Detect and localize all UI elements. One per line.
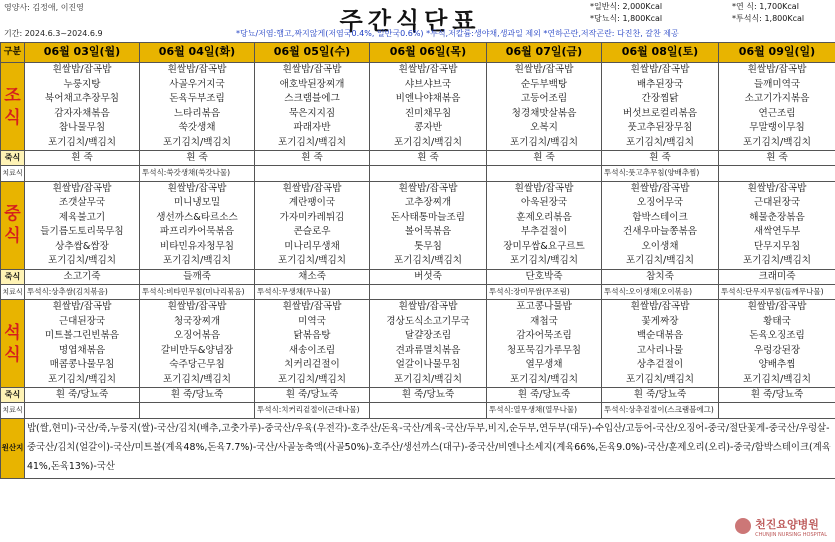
menu-item: 포기김치/백김치 — [47, 255, 117, 267]
menu-item: 미나리무생채 — [284, 240, 340, 252]
menu-cell — [487, 181, 602, 269]
menu-item: 청국장찌개 — [173, 315, 221, 327]
porridge-cell: 버섯죽 — [370, 269, 487, 284]
menu-item: 명엽채볶음 — [58, 344, 106, 356]
porridge-cell: 채소죽 — [255, 269, 370, 284]
menu-item: 계란팽이국 — [288, 197, 336, 209]
menu-item: 달걀장조림 — [404, 330, 452, 342]
dinner-porridge-row — [1, 388, 835, 403]
menu-item: 돈사태통마늘조림 — [390, 211, 466, 223]
porridge-cell: 흰 죽 — [255, 151, 370, 166]
day-header: 06월 08일(토) — [602, 43, 719, 63]
menu-cell — [719, 63, 835, 151]
dialysis-cell — [487, 166, 602, 181]
menu-item: 흰쌀밥/잡곡밥 — [747, 182, 807, 194]
dialysis-cell: 투석식:치커리겉절이(근대나물) — [255, 403, 370, 418]
weekly-menu-table — [0, 42, 835, 479]
dialysis-cell — [370, 403, 487, 418]
menu-item: 오이생채 — [641, 240, 679, 252]
menu-cell — [602, 181, 719, 269]
menu-item: 스크램블에그 — [284, 93, 340, 104]
menu-item: 순두부백탕 — [520, 78, 568, 90]
menu-item: 흰쌀밥/잡곡밥 — [167, 182, 227, 194]
breakfast-label-char: 식 — [4, 107, 21, 128]
breakfast-dialysis-row — [1, 166, 835, 181]
menu-item: 포기김치/백김치 — [162, 373, 232, 385]
dialysis-cell: 투석식:상추쌈(김치볶음) — [25, 284, 140, 299]
menu-cell — [719, 300, 835, 388]
calorie-soft: *연 식: 1,700Kcal — [732, 2, 799, 11]
dinner-row — [1, 300, 835, 388]
menu-item: 연근조림 — [758, 107, 796, 119]
logo-name: 천진요양병원 — [755, 518, 819, 531]
porridge-cell: 흰 죽/당뇨죽 — [140, 388, 255, 403]
menu-item: 흰쌀밥/잡곡밥 — [282, 182, 342, 194]
menu-item: 흰쌀밥/잡곡밥 — [630, 64, 690, 75]
menu-item: 느타리볶음 — [173, 107, 221, 119]
menu-item: 숙주당근무침 — [169, 359, 225, 371]
lunch-label — [1, 181, 25, 269]
menu-item: 조갯살무국 — [58, 197, 106, 209]
menu-item: 돈육두부조림 — [169, 93, 225, 104]
porridge-cell: 흰 죽 — [25, 151, 140, 166]
dialysis-cell: 투석식:장미무쌈(무조림) — [487, 284, 602, 299]
dialysis-cell: 투석식:상추겉절이(스크램블에그) — [602, 403, 719, 418]
dinner-dialysis-row — [1, 403, 835, 418]
dialysis-cell: 투석식:오이생채(오이볶음) — [602, 284, 719, 299]
diet-note: *당뇨/저염:햄고,짜지않게(저염국0.4%, 일반국0.6%) *투석,저칼륨:생야채,생과일 제외 *연하곤란,저작곤란: 다진찬, 갈찬 제공 — [236, 29, 679, 38]
menu-item: 포기김치/백김치 — [393, 136, 463, 148]
dialysis-cell: 투석식:열무생채(열무나물) — [487, 403, 602, 418]
dialysis-cell: 투석식:무생채(무나물) — [255, 284, 370, 299]
menu-item: 흰쌀밥/잡곡밥 — [398, 64, 458, 75]
menu-item: 청포묵김가루무침 — [506, 344, 582, 356]
menu-item: 포기김치/백김치 — [625, 255, 695, 267]
menu-item: 건새우마늘쫑볶음 — [622, 226, 698, 238]
menu-item: 버섯브로컬리볶음 — [622, 107, 698, 119]
menu-item: 비타민유자청무침 — [159, 240, 235, 252]
nutritionist-names: 영양사: 김정애, 이진영 — [4, 3, 84, 12]
menu-item: 포기김치/백김치 — [393, 373, 463, 385]
porridge-cell: 단호박죽 — [487, 269, 602, 284]
menu-item: 누룽지탕 — [63, 78, 101, 90]
porridge-cell: 흰 죽/당뇨죽 — [370, 388, 487, 403]
menu-item: 흰쌀밥/잡곡밥 — [747, 64, 807, 75]
menu-item: 포기김치/백김치 — [509, 255, 579, 267]
calorie-diabetic: *당뇨식: 1,800Kcal — [590, 14, 663, 23]
dialysis-cell: 투석식:풋고추무침(양배추찜) — [602, 166, 719, 181]
menu-item: 샤브샤브국 — [404, 78, 452, 90]
dialysis-cell — [370, 166, 487, 181]
menu-item: 장미무쌈&요구르트 — [503, 240, 585, 252]
menu-item: 매콤콩나물무침 — [49, 359, 115, 371]
menu-item: 포기김치/백김치 — [742, 373, 812, 385]
menu-cell — [255, 63, 370, 151]
menu-item: 흰쌀밥/잡곡밥 — [52, 182, 112, 194]
menu-cell — [487, 63, 602, 151]
dinner-label-char: 식 — [4, 344, 21, 365]
porridge-cell: 흰 죽 — [487, 151, 602, 166]
dialysis-cell — [255, 166, 370, 181]
menu-item: 양배추찜 — [758, 359, 796, 371]
menu-item: 꽃게짜장 — [641, 315, 679, 327]
menu-item: 재첩국 — [530, 315, 558, 327]
menu-item: 흰쌀밥/잡곡밥 — [52, 301, 112, 313]
breakfast-row — [1, 63, 835, 151]
menu-item: 함박스테이크 — [632, 211, 688, 223]
menu-item: 파프리카어묵볶음 — [159, 226, 235, 238]
dialysis-cell — [719, 166, 835, 181]
day-header: 06월 06일(목) — [370, 43, 487, 63]
menu-item: 풋고추된장무침 — [627, 122, 693, 133]
menu-item: 미역국 — [298, 315, 326, 327]
menu-item: 경상도식소고기무국 — [386, 315, 470, 327]
menu-period: 기간: 2024.6.3~2024.6.9 — [4, 29, 103, 38]
day-header: 06월 03일(월) — [25, 43, 140, 63]
menu-item: 포고콩나물밥 — [516, 301, 572, 313]
menu-item: 감자자채볶음 — [54, 107, 110, 119]
dialysis-cell — [140, 403, 255, 418]
menu-item: 황태국 — [763, 315, 791, 327]
menu-item: 흰쌀밥/잡곡밥 — [167, 64, 227, 75]
menu-item: 배추된장국 — [636, 78, 684, 90]
porridge-label: 죽식 — [1, 388, 25, 403]
menu-item: 견과류멸치볶음 — [395, 344, 461, 356]
porridge-label: 죽식 — [1, 269, 25, 284]
menu-item: 포기김치/백김치 — [162, 255, 232, 267]
porridge-cell: 흰 죽 — [370, 151, 487, 166]
menu-item: 근대된장국 — [753, 197, 801, 209]
menu-item: 파래자반 — [293, 122, 331, 133]
dialysis-cell — [25, 403, 140, 418]
porridge-cell: 흰 죽 — [719, 151, 835, 166]
day-header-row — [1, 43, 835, 63]
menu-item: 청경채맛살볶음 — [511, 107, 577, 119]
dialysis-cell — [719, 403, 835, 418]
menu-item: 흰쌀밥/잡곡밥 — [282, 64, 342, 75]
logo-subtitle: CHUNJIN NURSING HOSPITAL — [755, 532, 827, 538]
menu-cell — [140, 63, 255, 151]
menu-item: 비엔나야채볶음 — [395, 93, 461, 104]
porridge-cell: 크래미죽 — [719, 269, 835, 284]
porridge-label: 죽식 — [1, 151, 25, 166]
menu-item: 우렁강된장 — [753, 344, 801, 356]
menu-item: 미트볼그린빈볶음 — [44, 330, 120, 342]
calorie-general: *일반식: 2,000Kcal — [590, 2, 663, 11]
menu-cell — [140, 181, 255, 269]
menu-item: 소고기가지볶음 — [744, 93, 810, 104]
origin-row — [1, 418, 835, 478]
menu-item: 얼갈이나물무침 — [395, 359, 461, 371]
menu-item: 생선까스&타르소스 — [156, 211, 238, 223]
header — [0, 0, 835, 42]
menu-item: 포기김치/백김치 — [625, 373, 695, 385]
menu-item: 아욱된장국 — [520, 197, 568, 209]
menu-item: 오징어볶음 — [173, 330, 221, 342]
calorie-dialysis: *투석식: 1,800Kcal — [732, 14, 805, 23]
menu-item: 오징어무국 — [636, 197, 684, 209]
menu-item: 포기김치/백김치 — [742, 136, 812, 148]
porridge-cell: 흰 죽 — [140, 151, 255, 166]
menu-item: 콩자반 — [414, 122, 442, 133]
day-header: 06월 07일(금) — [487, 43, 602, 63]
hospital-logo — [735, 513, 827, 538]
menu-cell — [25, 300, 140, 388]
corner-label: 구분 — [1, 43, 25, 63]
menu-item: 흰쌀밥/잡곡밥 — [282, 301, 342, 313]
menu-item: 단무지무침 — [753, 240, 801, 252]
porridge-cell: 흰 죽 — [602, 151, 719, 166]
menu-item: 흰쌀밥/잡곡밥 — [398, 301, 458, 313]
lunch-label-char: 중 — [4, 204, 21, 225]
lunch-label-char: 식 — [4, 226, 21, 247]
menu-item: 참나물무침 — [58, 122, 106, 133]
menu-item: 닭볶음탕 — [293, 330, 331, 342]
menu-item: 흰쌀밥/잡곡밥 — [52, 64, 112, 75]
menu-item: 오복지 — [530, 122, 558, 133]
menu-item: 묵은지지짐 — [288, 107, 336, 119]
page-title: 주간식단표 — [339, 7, 481, 35]
menu-item: 무말랭이무침 — [749, 122, 805, 133]
menu-cell — [370, 63, 487, 151]
dialysis-cell: 투석식:비타민무침(미나리볶음) — [140, 284, 255, 299]
menu-item: 포기김치/백김치 — [277, 255, 347, 267]
menu-cell — [140, 300, 255, 388]
menu-cell — [370, 300, 487, 388]
menu-item: 포기김치/백김치 — [47, 373, 117, 385]
menu-cell — [602, 63, 719, 151]
menu-item: 포기김치/백김치 — [509, 373, 579, 385]
dinner-label — [1, 300, 25, 388]
menu-item: 흰쌀밥/잡곡밥 — [630, 301, 690, 313]
menu-cell — [370, 181, 487, 269]
menu-item: 부추겉절이 — [520, 226, 568, 238]
menu-item: 상추쌈&쌈장 — [55, 240, 109, 252]
porridge-cell: 흰 죽/당뇨죽 — [602, 388, 719, 403]
menu-item: 고추장찌개 — [404, 197, 452, 209]
menu-item: 톳무침 — [414, 240, 442, 252]
menu-item: 새싹연두부 — [753, 226, 801, 238]
lunch-row — [1, 181, 835, 269]
origin-label: 원산지 — [1, 418, 25, 478]
dialysis-label: 치료식 — [1, 403, 25, 418]
menu-item: 훈제오리볶음 — [516, 211, 572, 223]
origin-text: 밥(쌀,현미)-국산/죽,누룽지(쌀)-국산/김치(배추,고춧가루)-중국산/우육(우전각)-호주산/돈육-국산/계육-국산/두부,비지,순두부,연두부(대두)-수입산/고등어-국산/오징어-중국/절단꽃게-중국산/우렁살-중국산/김치(얼갈이)-국산/미트볼(계육48%,돈육7.7%)-국산/사골농축액(사골50%)-호주산/생선까스(대구)-중국산/비엔나소세지(계육66%,돈육9.0%)-국산/훈제오리(오리)-중국/함박스테이크(계육41%,돈육13%)-국산 — [25, 418, 835, 478]
menu-item: 근대된장국 — [58, 315, 106, 327]
porridge-cell: 흰 죽/당뇨죽 — [25, 388, 140, 403]
day-header: 06월 04일(화) — [140, 43, 255, 63]
tree-logo-icon — [735, 518, 751, 534]
porridge-cell: 흰 죽/당뇨죽 — [255, 388, 370, 403]
menu-item: 간장찜닭 — [641, 93, 679, 104]
lunch-dialysis-row — [1, 284, 835, 299]
dialysis-cell — [25, 166, 140, 181]
menu-item: 상추겉절이 — [636, 359, 684, 371]
menu-item: 애호박된장찌개 — [279, 78, 345, 90]
menu-item: 열무생채 — [525, 359, 563, 371]
dialysis-label: 치료식 — [1, 284, 25, 299]
dialysis-label: 치료식 — [1, 166, 25, 181]
porridge-cell: 들깨죽 — [140, 269, 255, 284]
dialysis-cell: 투석식:단무지무침(들깨무나물) — [719, 284, 835, 299]
menu-cell — [719, 181, 835, 269]
menu-cell — [25, 63, 140, 151]
menu-item: 치커리겉절이 — [284, 359, 340, 371]
porridge-cell: 소고기죽 — [25, 269, 140, 284]
menu-item: 들깨미역국 — [753, 78, 801, 90]
menu-cell — [255, 181, 370, 269]
menu-item: 고등어조림 — [520, 93, 568, 104]
dinner-label-char: 석 — [4, 322, 21, 343]
porridge-cell: 흰 죽/당뇨죽 — [487, 388, 602, 403]
menu-item: 흰쌀밥/잡곡밥 — [747, 301, 807, 313]
menu-cell — [25, 181, 140, 269]
porridge-cell: 참치죽 — [602, 269, 719, 284]
porridge-cell: 흰 죽/당뇨죽 — [719, 388, 835, 403]
dialysis-cell — [370, 284, 487, 299]
menu-item: 포기김치/백김치 — [47, 136, 117, 148]
menu-item: 진미채무침 — [404, 107, 452, 119]
menu-item: 포기김치/백김치 — [277, 136, 347, 148]
menu-item: 흰쌀밥/잡곡밥 — [514, 182, 574, 194]
menu-item: 콘슬로우 — [293, 226, 331, 238]
menu-item: 흰쌀밥/잡곡밥 — [167, 301, 227, 313]
menu-cell — [602, 300, 719, 388]
menu-item: 흰쌀밥/잡곡밥 — [514, 64, 574, 75]
menu-item: 사골우거지국 — [169, 78, 225, 90]
menu-item: 포기김치/백김치 — [509, 136, 579, 148]
menu-item: 북어채고추장무침 — [44, 93, 120, 104]
menu-item: 고사리나물 — [636, 344, 684, 356]
breakfast-label — [1, 63, 25, 151]
breakfast-porridge-row — [1, 151, 835, 166]
menu-item: 제육불고기 — [58, 211, 106, 223]
menu-item: 포기김치/백김치 — [277, 373, 347, 385]
menu-item: 포기김치/백김치 — [162, 136, 232, 148]
menu-item: 포기김치/백김치 — [393, 255, 463, 267]
menu-item: 흰쌀밥/잡곡밥 — [398, 182, 458, 194]
menu-item: 흰쌀밥/잡곡밥 — [630, 182, 690, 194]
menu-item: 갈비만두&양념장 — [160, 344, 234, 356]
menu-item: 들기름도토리묵무침 — [40, 226, 124, 238]
menu-item: 포기김치/백김치 — [742, 255, 812, 267]
menu-item: 감자어묵조림 — [516, 330, 572, 342]
menu-item: 쑥갓생채 — [178, 122, 216, 133]
dialysis-cell: 투석식:쑥갓생채(쑥갓나물) — [140, 166, 255, 181]
menu-item: 돈육오징조림 — [749, 330, 805, 342]
menu-cell — [255, 300, 370, 388]
day-header: 06월 05일(수) — [255, 43, 370, 63]
menu-item: 새송이조림 — [288, 344, 336, 356]
day-header: 06월 09일(일) — [719, 43, 835, 63]
menu-item: 포기김치/백김치 — [625, 136, 695, 148]
menu-cell — [487, 300, 602, 388]
menu-item: 볼어묵볶음 — [404, 226, 452, 238]
menu-item: 미니냉모밀 — [173, 197, 221, 209]
menu-item: 백순대볶음 — [636, 330, 684, 342]
menu-item: 가자미카레튀김 — [279, 211, 345, 223]
menu-item: 해물춘장볶음 — [749, 211, 805, 223]
lunch-porridge-row — [1, 269, 835, 284]
breakfast-label-char: 조 — [4, 85, 21, 106]
